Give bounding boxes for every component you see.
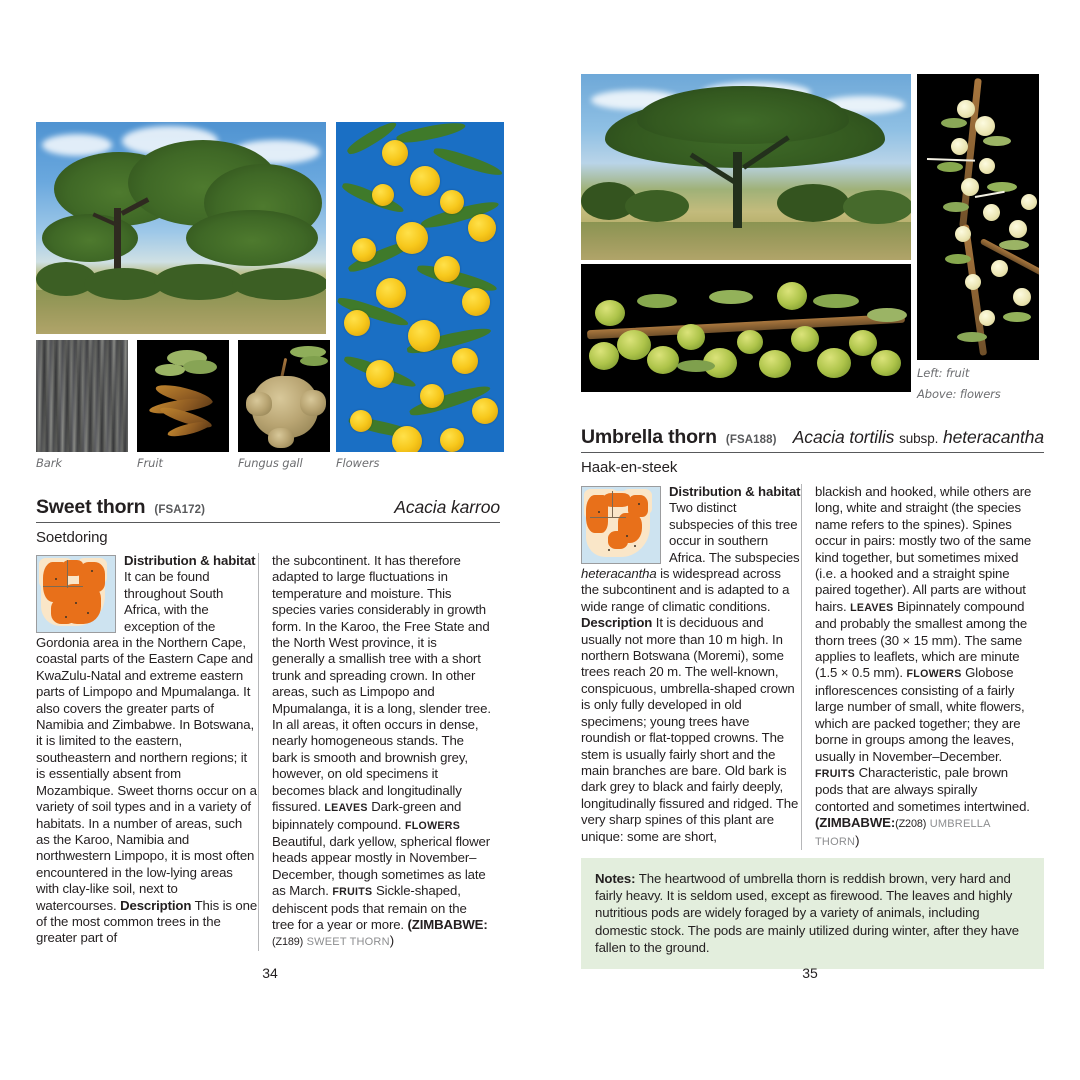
species-afrikaans-name-right: Haak-en-steek <box>581 459 678 476</box>
leaves-text: Dark-green and bipinnately compound. <box>272 799 462 832</box>
species-header-right <box>581 426 1044 476</box>
reference-close-right: ) <box>855 832 860 848</box>
reference-country-right: (ZIMBABWE: <box>815 815 896 831</box>
species-title-row <box>36 496 500 523</box>
flowers-text: Beautiful, dark yellow, spherical flower heads appear mostly in November–December, though sometimes as late as March. <box>272 833 491 899</box>
body-columns <box>36 553 504 951</box>
fruit-photo-caption: Fruit <box>137 456 163 470</box>
species-common-name: Sweet thorn <box>36 496 146 518</box>
right-page <box>540 0 1080 1080</box>
leaves-label: LEAVES <box>324 802 368 815</box>
scientific-rank: subsp. <box>899 431 939 446</box>
species-code: (FSA172) <box>154 504 206 516</box>
reference-code: (Z189) <box>272 936 304 949</box>
flowers-photo-caption: Flowers <box>336 456 380 470</box>
distribution-habitat-label: Distribution & habitat <box>124 553 256 568</box>
habit-photo-right <box>581 74 911 260</box>
reference-name-right: UMBRELLA THORN <box>815 818 991 848</box>
fruits-text: Sickle-shaped, dehiscent pods that remain on the tree for a year or more. <box>272 883 467 932</box>
body-column-1-right <box>581 484 801 850</box>
body-column-2-right <box>801 484 1033 850</box>
species-afrikaans-name: Soetdoring <box>36 529 108 546</box>
body-column-2 <box>258 553 492 951</box>
notes-box <box>581 858 1044 969</box>
distribution-subspecies-italic: heteracantha <box>581 566 657 582</box>
species-header <box>36 496 500 546</box>
distribution-map-right <box>581 486 661 564</box>
folio-right: 35 <box>802 965 818 981</box>
reference-close: ) <box>389 933 394 949</box>
reference-code-right: (Z208) <box>895 818 927 831</box>
left-fruit-caption: Left: fruit <box>917 366 970 380</box>
description-continued-right: blackish and hooked, while others are long, white and straight (the species name refers to the spines). Spines occur in pairs: mostly two of the same kind together, but sometimes mixed (i.e. a hooked and a straight spine paired together). All parts are without hairs. <box>815 484 1032 614</box>
species-scientific-name-right <box>793 427 1044 448</box>
habit-photo <box>36 122 326 334</box>
fruits-label-right: FRUITS <box>815 767 856 780</box>
notes-text: The heartwood of umbrella thorn is reddish brown, very hard and fairly heavy. It is seldom used, except as firewood. The leaves and highly nutritious pods are widely foraged by a variety of animals, including domestic stock. The pods are mainly utilized during winter, after they have fallen to the ground. <box>595 871 1019 955</box>
species-common-name-right: Umbrella thorn <box>581 426 717 448</box>
flowers-label-right: FLOWERS <box>906 668 962 681</box>
bark-photo-caption: Bark <box>36 456 62 470</box>
leaves-label-right: LEAVES <box>850 601 894 614</box>
flowers-label: FLOWERS <box>405 819 461 832</box>
species-scientific-name: Acacia karroo <box>394 497 500 517</box>
description-label: Description <box>120 897 192 913</box>
fungus-gall-photo-caption: Fungus gall <box>238 456 303 470</box>
folio-left: 34 <box>262 965 278 981</box>
fruit-photo-right <box>581 264 911 392</box>
fungus-gall-photo <box>238 340 330 452</box>
spine-icon <box>975 191 1005 198</box>
body-column-1 <box>36 553 258 951</box>
flowers-photo-right <box>917 74 1039 360</box>
leaves-text-right: Bipinnately compound and probably the smallest among the thorn trees (30 × 15 mm). The same applies to leaflets, which are minute (1.5 × 0.5 mm). <box>815 598 1028 681</box>
description-text: This is one of the most common trees in the greater part of <box>36 897 258 946</box>
reference-country: (ZIMBABWE: <box>407 916 488 932</box>
notes-label: Notes: <box>595 871 636 886</box>
distribution-habitat-text-b: is widespread across the subcontinent and is adapted to a wide range of climatic conditions. <box>581 566 790 614</box>
description-continued: the subcontinent. It has therefore adapted to large fluctuations in temperature and moisture. This species varies considerably in growth form. In the Karoo, the Free State and the North West province, it is generally a smallish tree with a short trunk and spreading crown. In other areas, such as Limpopo and Mpumalanga, it is a long, slender tree. In all areas, it often occurs in dense, nearly homogeneous stands. The bark is smooth and brownish grey, however, on old specimens it becomes black and longitudinally fissured. <box>272 553 491 815</box>
distribution-map <box>36 555 116 633</box>
distribution-habitat-text: It can be found throughout South Africa, with the exception of the Gordonia area in the Northern Cape, coastal parts of the Eastern Cape and KwaZulu-Natal and extreme eastern parts of Limpopo and Mpumalanga. It also covers the greater parts of Namibia and Zimbabwe. In Botswana, it is limited to the eastern, southeastern and northern regions; it is essentially absent from Mozambique. Sweet thorns occur on a variety of soil types and in a variety of habitats. In a number of areas, such as the Karoo, Namibia and northwestern Limpopo, it is most often encountered in the low-lying areas with clay-like soil, next to watercourses. <box>36 569 257 913</box>
species-code-right: (FSA188) <box>725 434 777 446</box>
distribution-habitat-label-right: Distribution & habitat <box>669 484 801 499</box>
description-text-right: It is deciduous and usually not more than 10 m high. In northern Botswana (Moremi), some trees reach 20 m. The well-known, conspicuous, umbrella-shaped crown is only fully developed in old specimens; young trees have roundish or flat-topped crowns. The stem is usually fairly short and the main branches are bare. Old bark is dark grey to black and fairly deeply, longitudinally fissured and ridged. The very sharp spines of this plant are unique: some are short, <box>581 615 799 844</box>
reference-name: SWEET THORN <box>306 936 390 949</box>
flowers-photo <box>336 122 504 452</box>
body-columns-right <box>581 484 1044 850</box>
bark-photo <box>36 340 128 452</box>
scientific-subspecies: heteracantha <box>943 427 1044 447</box>
distribution-habitat-text-a: Two distinct subspecies of this tree occur in southern Africa. The subspecies <box>669 500 800 565</box>
description-label-right: Description <box>581 615 653 631</box>
fruit-photo <box>137 340 229 452</box>
fruits-label: FRUITS <box>332 886 373 899</box>
above-flowers-caption: Above: flowers <box>917 387 1001 401</box>
flowers-text-right: Globose inflorescences consisting of a fairly large number of small, white flowers, which are packed together; they are borne in groups among the leaves, usually in November–December. <box>815 665 1025 764</box>
species-title-row-right <box>581 426 1044 453</box>
scientific-genus-species: Acacia tortilis <box>792 427 895 447</box>
fruits-text-right: Characteristic, pale brown pods that are always spirally contorted and sometimes intertwined. <box>815 764 1030 814</box>
